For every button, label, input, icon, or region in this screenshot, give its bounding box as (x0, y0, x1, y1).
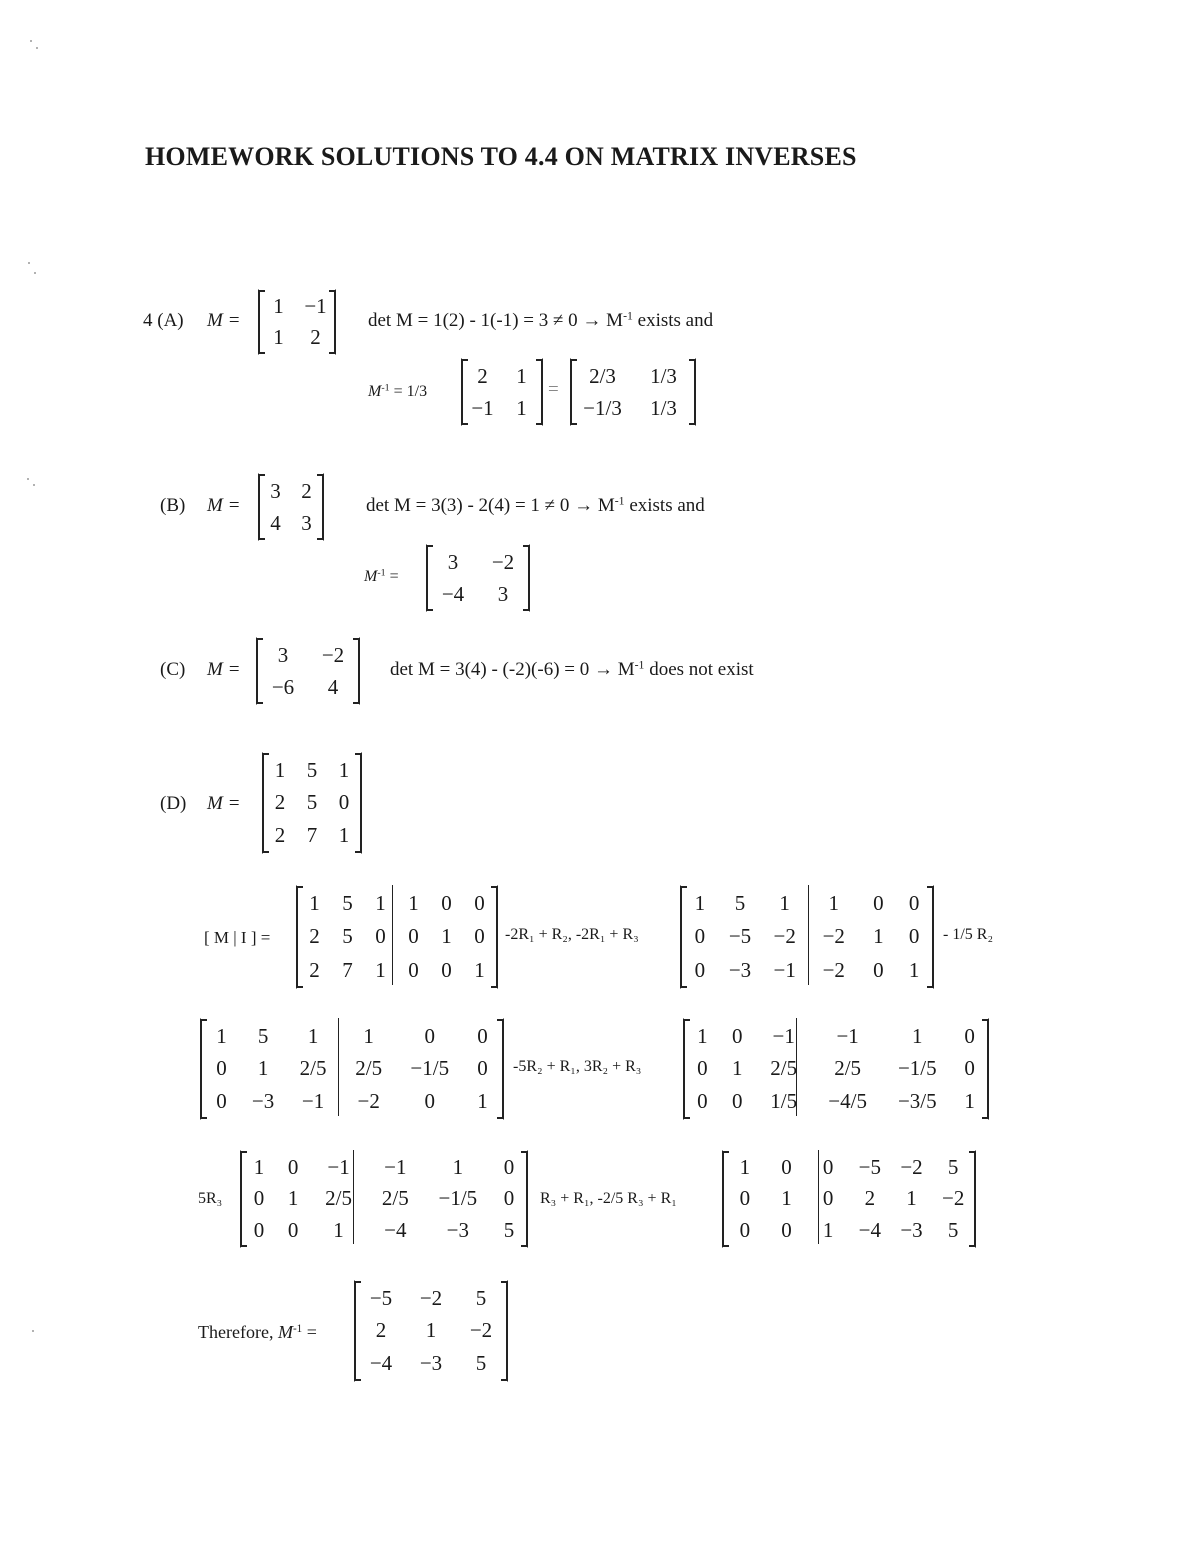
matrix-cell: 0 (908, 924, 920, 949)
matrix-cell: 5 (734, 891, 746, 916)
matrix-cell: −4 (369, 1351, 393, 1376)
part-c-label: (C) (160, 659, 186, 680)
matrix-cell: −4 (384, 1217, 407, 1242)
matrix-cell: 1 (375, 891, 386, 916)
matrix-cell: 0 (424, 1089, 436, 1114)
part-a-inverse (570, 358, 696, 426)
matrix-cell: 0 (964, 1023, 975, 1048)
part-d-m-label: M = (207, 793, 241, 814)
matrix-cell: 1 (408, 891, 419, 916)
matrix-cell: 1 (908, 957, 920, 982)
step2-matrix (680, 885, 934, 989)
matrix-cell: −1 (772, 1023, 795, 1048)
matrix-cell: 1 (425, 1318, 437, 1343)
matrix-cell: 1 (964, 1089, 975, 1114)
matrix-cell: 1 (273, 294, 284, 318)
matrix-cell: 1 (307, 1023, 319, 1048)
part-a-label: 4 (A) (143, 310, 184, 331)
matrix-cell: −2 (941, 1186, 965, 1211)
matrix-cell: −1/5 (438, 1186, 478, 1211)
matrix-cell: 5 (306, 757, 318, 782)
matrix-cell: −3 (251, 1089, 275, 1114)
matrix-cell: 1 (694, 891, 706, 916)
matrix-cell: −1 (327, 1155, 350, 1180)
matrix-cell: −5 (728, 924, 752, 949)
step6-matrix (722, 1150, 976, 1248)
matrix-cell: 0 (253, 1217, 265, 1242)
step4-matrix (683, 1018, 989, 1120)
matrix-cell: −5 (858, 1155, 881, 1180)
matrix-cell: 0 (216, 1089, 227, 1114)
matrix-cell: 1 (333, 1217, 344, 1242)
matrix-cell: 1 (216, 1023, 227, 1048)
step3-divider (338, 1018, 339, 1116)
final-answer-label: Therefore, $M^{-1}$ = (198, 1322, 317, 1342)
matrix-cell: −3 (900, 1217, 923, 1242)
part-d-matrix (262, 752, 362, 854)
matrix-cell: 0 (732, 1023, 743, 1048)
part-a-equals: = (548, 379, 559, 400)
matrix-cell: 2/5 (325, 1186, 352, 1211)
step2-divider (808, 885, 809, 985)
matrix-cell: −1/5 (897, 1056, 937, 1081)
part-b-m-label: M = (207, 495, 241, 516)
matrix-cell: 3 (497, 581, 509, 606)
step4-divider (796, 1018, 797, 1116)
matrix-cell: 1 (906, 1186, 917, 1211)
part-b-matrix (258, 473, 324, 541)
matrix-cell: −1 (384, 1155, 407, 1180)
matrix-cell: 1 (274, 757, 286, 782)
matrix-cell: 0 (287, 1217, 299, 1242)
matrix-cell: 0 (732, 1089, 743, 1114)
matrix-cell: −1/3 (583, 395, 622, 420)
matrix-cell: 0 (408, 957, 419, 982)
matrix-cell: 4 (270, 510, 281, 535)
matrix-cell: 3 (301, 510, 312, 535)
part-a-inverse-label: $M^{-1} = 1/3$ (368, 382, 428, 400)
matrix-cell: 1 (822, 1217, 834, 1242)
matrix-cell: 1 (338, 823, 350, 848)
matrix-cell: 2 (477, 363, 488, 388)
matrix-cell: 2/5 (355, 1056, 383, 1081)
matrix-cell: −1 (301, 1089, 325, 1114)
matrix-cell: 0 (474, 891, 485, 916)
matrix-cell: 0 (253, 1186, 265, 1211)
matrix-cell: 5 (257, 1023, 269, 1048)
matrix-cell: 5 (475, 1285, 487, 1310)
part-c-matrix (256, 637, 360, 705)
part-c-determinant: $\det M = 3(4) - (-2)(-6) = 0 \to M^{-1}$ does not exist (390, 658, 754, 680)
matrix-cell: −2 (773, 924, 796, 949)
matrix-cell: 0 (441, 891, 452, 916)
matrix-cell: 5 (342, 924, 353, 949)
matrix-cell: 1 (828, 891, 840, 916)
matrix-cell: 0 (503, 1186, 515, 1211)
matrix-cell: 1 (477, 1089, 488, 1114)
matrix-cell: 0 (474, 924, 485, 949)
matrix-cell: 0 (739, 1186, 751, 1211)
matrix-cell: 2 (864, 1186, 876, 1211)
matrix-cell: −1 (304, 294, 327, 318)
matrix-cell: 2 (274, 790, 286, 815)
matrix-cell: 1/3 (650, 395, 677, 420)
matrix-cell: −2 (469, 1318, 493, 1343)
part-b-label: (B) (160, 495, 186, 516)
matrix-cell: 2 (274, 823, 286, 848)
matrix-cell: 7 (306, 823, 318, 848)
matrix-cell: 0 (216, 1056, 227, 1081)
matrix-cell: −4/5 (828, 1089, 867, 1114)
matrix-cell: 0 (781, 1155, 792, 1180)
step3-matrix (200, 1018, 504, 1120)
matrix-cell: 1 (739, 1155, 751, 1180)
step2-operation: - 1/5 R₂ (943, 926, 994, 943)
matrix-cell: 4 (327, 674, 339, 699)
step3-operation: -5R₂ + R₁, 3R₂ + R₃ (513, 1058, 642, 1075)
matrix-cell: −2 (419, 1285, 443, 1310)
matrix-cell: 0 (503, 1155, 515, 1180)
matrix-cell: 0 (408, 924, 419, 949)
matrix-cell: 3 (270, 478, 281, 503)
step1-divider (392, 885, 393, 985)
part-a-matrix (258, 289, 336, 355)
matrix-cell: 2 (301, 478, 312, 503)
matrix-cell: 1/3 (650, 363, 677, 388)
matrix-cell: 2/5 (381, 1186, 409, 1211)
part-b-determinant: $\det M = 3(3) - 2(4) = 1 \ne 0 \to M^{-1}$ exists and (366, 494, 705, 516)
matrix-cell: 1 (912, 1023, 923, 1048)
matrix-cell: −4 (858, 1217, 881, 1242)
part-b-inverse (426, 544, 530, 612)
matrix-cell: −1 (773, 957, 796, 982)
matrix-cell: 0 (822, 1155, 834, 1180)
matrix-cell: −3 (728, 957, 752, 982)
part-b-inverse-label: $M^{-1}$ = (364, 567, 399, 585)
matrix-cell: 1 (779, 891, 790, 916)
matrix-cell: 1 (474, 957, 485, 982)
matrix-cell: 0 (781, 1217, 792, 1242)
matrix-cell: −1/5 (410, 1056, 450, 1081)
step5-matrix (240, 1150, 528, 1248)
matrix-cell: 0 (873, 891, 884, 916)
matrix-cell: 1 (363, 1023, 374, 1048)
matrix-cell: −2 (491, 549, 515, 574)
augmented-label: [ M | I ] = (204, 928, 271, 947)
matrix-cell: 2/3 (589, 363, 616, 388)
matrix-cell: 5 (503, 1217, 515, 1242)
matrix-cell: 1 (516, 363, 527, 388)
step5-operation: R₃ + R₁, -2/5 R₃ + R₁ (540, 1190, 677, 1207)
matrix-cell: −3 (419, 1351, 443, 1376)
matrix-cell: 2/5 (834, 1056, 862, 1081)
matrix-cell: 1 (287, 1186, 299, 1211)
matrix-cell: 2/5 (299, 1056, 327, 1081)
matrix-cell: 1 (309, 891, 320, 916)
matrix-cell: −2 (822, 924, 845, 949)
matrix-cell: 0 (477, 1056, 488, 1081)
matrix-cell: 0 (424, 1023, 436, 1048)
matrix-cell: 5 (306, 790, 318, 815)
matrix-cell: 0 (694, 957, 706, 982)
matrix-cell: 0 (694, 924, 706, 949)
matrix-cell: 0 (739, 1217, 751, 1242)
matrix-cell: −4 (441, 581, 465, 606)
matrix-cell: 1 (257, 1056, 269, 1081)
part-a-adjugate (461, 358, 543, 426)
matrix-cell: −2 (357, 1089, 380, 1114)
matrix-cell: 5 (947, 1155, 959, 1180)
matrix-cell: −2 (822, 957, 845, 982)
matrix-cell: 0 (822, 1186, 834, 1211)
matrix-cell: −1 (471, 395, 494, 420)
matrix-cell: 1 (375, 957, 386, 982)
matrix-cell: 0 (908, 891, 920, 916)
matrix-cell: 0 (375, 924, 386, 949)
step4-operation: 5R₃ (198, 1190, 223, 1207)
matrix-cell: 5 (342, 891, 353, 916)
matrix-cell: 1 (516, 395, 527, 420)
matrix-cell: 1/5 (770, 1089, 798, 1114)
matrix-cell: 2/5 (770, 1056, 798, 1081)
part-a-determinant: $\det M = 1(2) - 1(-1) = 3 \ne 0 \to M^{-1}$ exists and (368, 309, 714, 331)
matrix-cell: 1 (873, 924, 884, 949)
part-d-label: (D) (160, 793, 187, 814)
matrix-cell: 1 (441, 924, 452, 949)
matrix-cell: 0 (441, 957, 452, 982)
matrix-cell: 1 (697, 1023, 708, 1048)
matrix-cell: −2 (321, 642, 345, 667)
matrix-cell: 1 (338, 757, 350, 782)
matrix-cell: 0 (338, 790, 350, 815)
final-inverse-matrix (354, 1280, 508, 1382)
step6-divider (818, 1150, 819, 1244)
matrix-cell: 0 (287, 1155, 299, 1180)
matrix-cell: −6 (271, 674, 295, 699)
step1-operation: -2R₁ + R₂, -2R₁ + R₃ (505, 926, 639, 943)
matrix-cell: −5 (369, 1285, 393, 1310)
matrix-cell: 0 (477, 1023, 488, 1048)
matrix-cell: −3 (446, 1217, 469, 1242)
matrix-cell: 7 (342, 957, 353, 982)
matrix-cell: 0 (964, 1056, 975, 1081)
matrix-cell: 2 (309, 924, 320, 949)
matrix-cell: −3/5 (897, 1089, 937, 1114)
matrix-cell: 1 (253, 1155, 265, 1180)
step1-matrix (296, 885, 498, 989)
matrix-cell: 0 (873, 957, 884, 982)
matrix-cell: 0 (697, 1056, 708, 1081)
matrix-cell: 5 (475, 1351, 487, 1376)
matrix-cell: 1 (732, 1056, 743, 1081)
matrix-cell: 1 (781, 1186, 792, 1211)
matrix-cell: −1 (836, 1023, 859, 1048)
matrix-cell: −2 (900, 1155, 923, 1180)
matrix-cell: 3 (277, 642, 289, 667)
matrix-cell: 0 (697, 1089, 708, 1114)
part-a-m-label: M = (207, 310, 241, 331)
matrix-cell: 3 (447, 549, 459, 574)
matrix-cell: 2 (309, 957, 320, 982)
page-title: HOMEWORK SOLUTIONS TO 4.4 ON MATRIX INVERSES (145, 142, 857, 171)
step5-divider (353, 1150, 354, 1244)
matrix-cell: 2 (375, 1318, 387, 1343)
matrix-cell: 1 (273, 325, 284, 349)
part-c-m-label: M = (207, 659, 241, 680)
matrix-cell: 1 (452, 1155, 464, 1180)
matrix-cell: 5 (947, 1217, 959, 1242)
matrix-cell: 2 (310, 325, 321, 349)
